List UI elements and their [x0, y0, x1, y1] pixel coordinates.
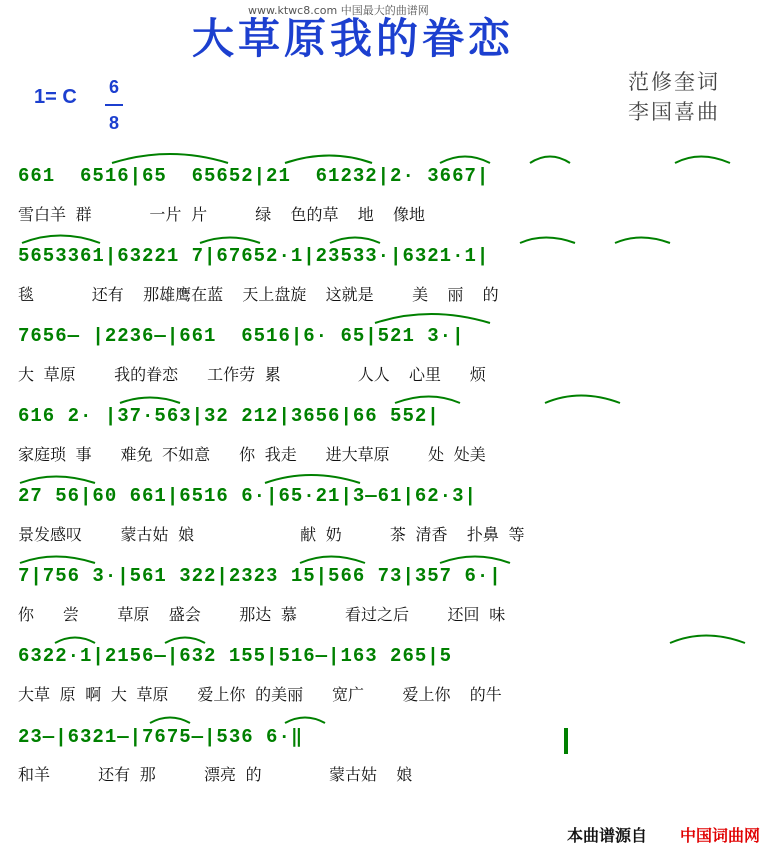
slur-arc [375, 314, 490, 323]
slur-arc [675, 157, 730, 164]
footer-site-link[interactable]: 中国词曲网 [680, 826, 761, 845]
footer-source-label: 本曲谱源自 [567, 826, 648, 845]
slur-arc [265, 475, 360, 483]
meter-top: 6 [108, 77, 119, 97]
lyric-row-4: 家庭琐 事 难免 不如意 你 我走 进大草原 处 处美 [18, 445, 486, 464]
slur-arc [20, 477, 95, 484]
meter-bottom: 8 [108, 113, 119, 133]
slur-arc [440, 557, 510, 564]
slur-arc [530, 157, 570, 164]
lyric-row-2: 毯 还有 那雄鹰在蓝 天上盘旋 这就是 美 丽 的 [18, 285, 499, 304]
slur-arc [55, 638, 95, 644]
notation-row-1: 661 6516|65 65652|21 61232|2· 3667| [18, 165, 490, 187]
slur-arc [330, 238, 380, 244]
lyric-row-5: 景发感叹 蒙古姑 娘 献 奶 茶 清香 扑鼻 等 [18, 525, 525, 544]
slur-arc [285, 718, 325, 724]
key-signature: 1= C [34, 86, 77, 108]
slur-arc [200, 238, 260, 244]
lyric-row-7: 大草 原 啊 大 草原 爱上你 的美丽 宽广 爱上你 的牛 [18, 685, 502, 704]
slur-arc [150, 718, 190, 724]
slur-arc [520, 238, 575, 244]
notation-row-7: 6322·1|2156—|632 155|516—|163 265|5 [18, 645, 453, 667]
lyric-row-8: 和羊 还有 那 漂亮 的 蒙古姑 娘 [18, 765, 413, 784]
lyricist-credit: 范修奎词 [628, 70, 720, 94]
notation-row-8: 23—|6321—|7675—|536 6·‖ [18, 726, 304, 748]
slur-arc [165, 638, 205, 644]
slur-arc [20, 557, 95, 564]
slur-arc [120, 398, 180, 404]
slur-arc [112, 154, 228, 163]
notation-row-6: 7|756 3·|561 322|2323 15|566 73|357 6·| [18, 565, 502, 587]
slur-arc [615, 238, 670, 244]
watermark: www.ktwc8.com 中国最大的曲谱网 [248, 4, 429, 17]
song-title: 大草原我的眷恋 [192, 14, 515, 63]
slur-arc [670, 636, 745, 644]
slur-arc [545, 396, 620, 404]
notation-row-5: 27 56|60 661|6516 6·|65·21|3—61|62·3| [18, 485, 477, 507]
final-barline [564, 728, 568, 754]
lyric-row-1: 雪白羊 群 一片 片 绿 色的草 地 像地 [18, 205, 426, 224]
slur-arc [440, 157, 490, 164]
lyric-row-3: 大 草原 我的眷恋 工作劳 累 人人 心里 烦 [18, 365, 486, 384]
slur-arc [285, 156, 372, 164]
notation-row-4: 616 2· |37·563|32 212|3656|66 552| [18, 405, 440, 427]
slur-arc [395, 397, 460, 404]
composer-credit: 李国喜曲 [628, 100, 720, 124]
notation-row-3: 7656— |2236—|661 6516|6· 65|521 3·| [18, 325, 465, 347]
lyric-row-6: 你 尝 草原 盛会 那达 慕 看过之后 还回 味 [18, 605, 506, 624]
notation-row-2: 5653361|63221 7|67652·1|23533·|6321·1| [18, 245, 490, 267]
slur-arc [300, 557, 365, 564]
slur-arc [22, 236, 100, 244]
